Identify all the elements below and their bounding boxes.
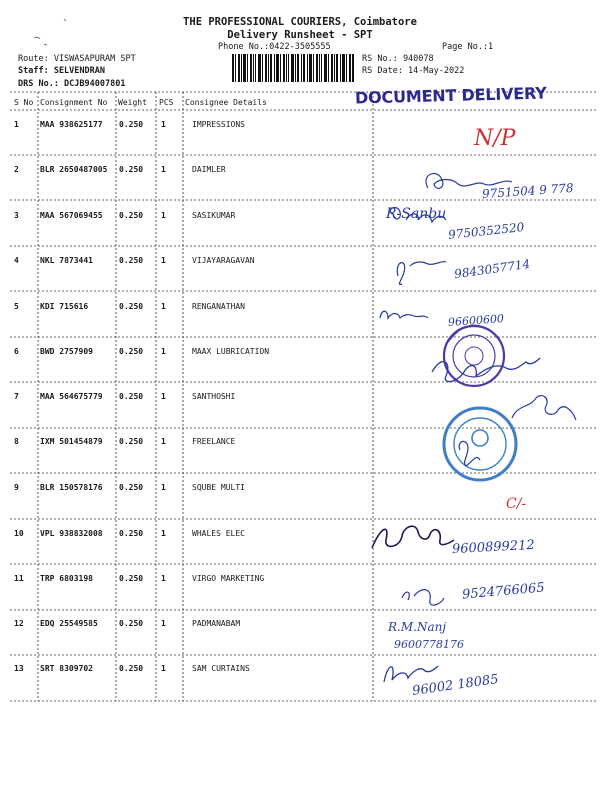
document-delivery-stamp: DOCUMENT DELIVERY <box>354 83 547 108</box>
rs-date: RS Date: 14-May-2022 <box>362 66 465 76</box>
row-sno: 4 <box>14 256 19 265</box>
row-weight: 0.250 <box>119 302 144 311</box>
row-consignee: SANTHOSHI <box>192 392 236 401</box>
staff-label: Staff: SELVENDRAN <box>18 66 105 76</box>
row-sno: 8 <box>14 437 19 446</box>
row-consignment: EDQ 25549585 <box>40 619 98 628</box>
row-pcs: 1 <box>161 347 166 356</box>
handwriting-row-4-phone: 9843057714 <box>453 256 531 282</box>
signature-row-11 <box>402 590 444 605</box>
row-consignment: BLR 150578176 <box>40 483 103 492</box>
signature-row-5 <box>380 311 428 318</box>
row-weight: 0.250 <box>119 574 144 583</box>
row-consignee: RENGANATHAN <box>192 302 245 311</box>
signature-row-7 <box>512 396 576 420</box>
row-consignee: FREELANCE <box>192 437 236 446</box>
row-pcs: 1 <box>161 619 166 628</box>
handwriting-row-3-name: R-Sanbu <box>386 206 447 222</box>
row-pcs: 1 <box>161 529 166 538</box>
row-consignee: PADMANABAM <box>192 619 241 628</box>
route-label: Route: VISWASAPURAM SPT <box>18 54 136 64</box>
row-weight: 0.250 <box>119 392 144 401</box>
signature-row-4 <box>397 262 446 285</box>
handwriting-row-3-phone: 9750352520 <box>447 220 525 242</box>
handwriting-row-12-phone: 9600778176 <box>394 638 464 651</box>
row-sno: 11 <box>14 574 24 583</box>
signature-row-6 <box>432 358 540 382</box>
handwriting-row-11-phone: 9524766065 <box>461 580 546 603</box>
row-consignee: SAM CURTAINS <box>192 664 250 673</box>
row-consignment: IXM 501454879 <box>40 437 103 446</box>
row-sno: 6 <box>14 347 19 356</box>
row-consignment: BWD 2757909 <box>40 347 93 356</box>
row-sno: 10 <box>14 529 24 538</box>
drs-number: DRS No.: DCJB94007801 <box>18 79 126 89</box>
row-consignee: MAAX LUBRICATION <box>192 347 270 356</box>
signature-row-13 <box>384 666 438 682</box>
row-sno: 7 <box>14 392 19 401</box>
stamp-row-6 <box>444 325 504 386</box>
column-header-pcs: PCS <box>159 98 174 107</box>
row-weight: 0.250 <box>119 120 144 129</box>
handwriting-row-10-phone: 9600899212 <box>451 537 536 558</box>
row-pcs: 1 <box>161 574 166 583</box>
column-header-weight: Weight <box>118 98 147 107</box>
row-pcs: 1 <box>161 302 166 311</box>
handwriting-row-1: N/P <box>474 126 516 151</box>
phone-number: Phone No.:0422-3505555 <box>218 42 331 52</box>
row-sno: 3 <box>14 211 19 220</box>
page-title: THE PROFESSIONAL COURIERS, Coimbatore <box>183 16 417 28</box>
row-consignee: SQUBE MULTI <box>192 483 245 492</box>
row-weight: 0.250 <box>119 437 144 446</box>
row-consignee: IMPRESSIONS <box>192 120 245 129</box>
row-consignment: MAA 564675779 <box>40 392 103 401</box>
signature-row-10 <box>372 526 454 548</box>
row-consignee: VIJAYARAGAVAN <box>192 256 255 265</box>
row-pcs: 1 <box>161 392 166 401</box>
row-consignee: WHALES ELEC <box>192 529 245 538</box>
row-pcs: 1 <box>161 664 166 673</box>
row-consignment: BLR 2650487005 <box>40 165 108 174</box>
row-pcs: 1 <box>161 165 166 174</box>
row-pcs: 1 <box>161 120 166 129</box>
handwriting-row-2: 9751504 9 778 <box>481 180 575 202</box>
row-sno: 13 <box>14 664 24 673</box>
row-consignment: MAA 567069455 <box>40 211 103 220</box>
handwriting-row-13-phone: 96002 18085 <box>411 672 500 699</box>
row-pcs: 1 <box>161 211 166 220</box>
column-header-sno: S No <box>14 98 34 107</box>
page-number: Page No.:1 <box>442 42 494 52</box>
row-weight: 0.250 <box>119 211 144 220</box>
row-sno: 12 <box>14 619 24 628</box>
row-consignment: KDI 715616 <box>40 302 89 311</box>
rs-number: RS No.: 940078 <box>362 54 434 64</box>
row-consignment: NKL 7873441 <box>40 256 93 265</box>
handwriting-row-12-name: R.M.Nanj <box>388 620 447 634</box>
row-sno: 1 <box>14 120 19 129</box>
column-header-consignment: Consignment No <box>40 98 108 107</box>
page-subtitle: Delivery Runsheet - SPT <box>227 29 373 41</box>
row-pcs: 1 <box>161 437 166 446</box>
column-header-consignee: Consignee Details <box>185 98 267 107</box>
handwriting-row-9: C/- <box>506 496 527 512</box>
row-sno: 2 <box>14 165 19 174</box>
row-sno: 9 <box>14 483 19 492</box>
row-consignment: TRP 6803198 <box>40 574 93 583</box>
stray-marks <box>34 19 66 45</box>
row-weight: 0.250 <box>119 664 144 673</box>
row-consignment: SRT 8309702 <box>40 664 93 673</box>
row-consignee: VIRGO MARKETING <box>192 574 265 583</box>
row-consignment: VPL 938832008 <box>40 529 103 538</box>
row-pcs: 1 <box>161 483 166 492</box>
row-weight: 0.250 <box>119 529 144 538</box>
row-consignee: SASIKUMAR <box>192 211 236 220</box>
row-weight: 0.250 <box>119 256 144 265</box>
row-consignment: MAA 938625177 <box>40 120 103 129</box>
handwriting-row-5-phone: 96600600 <box>447 312 505 329</box>
stamp-row-8 <box>444 408 516 480</box>
row-weight: 0.250 <box>119 619 144 628</box>
row-consignee: DAIMLER <box>192 165 226 174</box>
row-weight: 0.250 <box>119 165 144 174</box>
row-sno: 5 <box>14 302 19 311</box>
row-weight: 0.250 <box>119 347 144 356</box>
row-pcs: 1 <box>161 256 166 265</box>
row-weight: 0.250 <box>119 483 144 492</box>
